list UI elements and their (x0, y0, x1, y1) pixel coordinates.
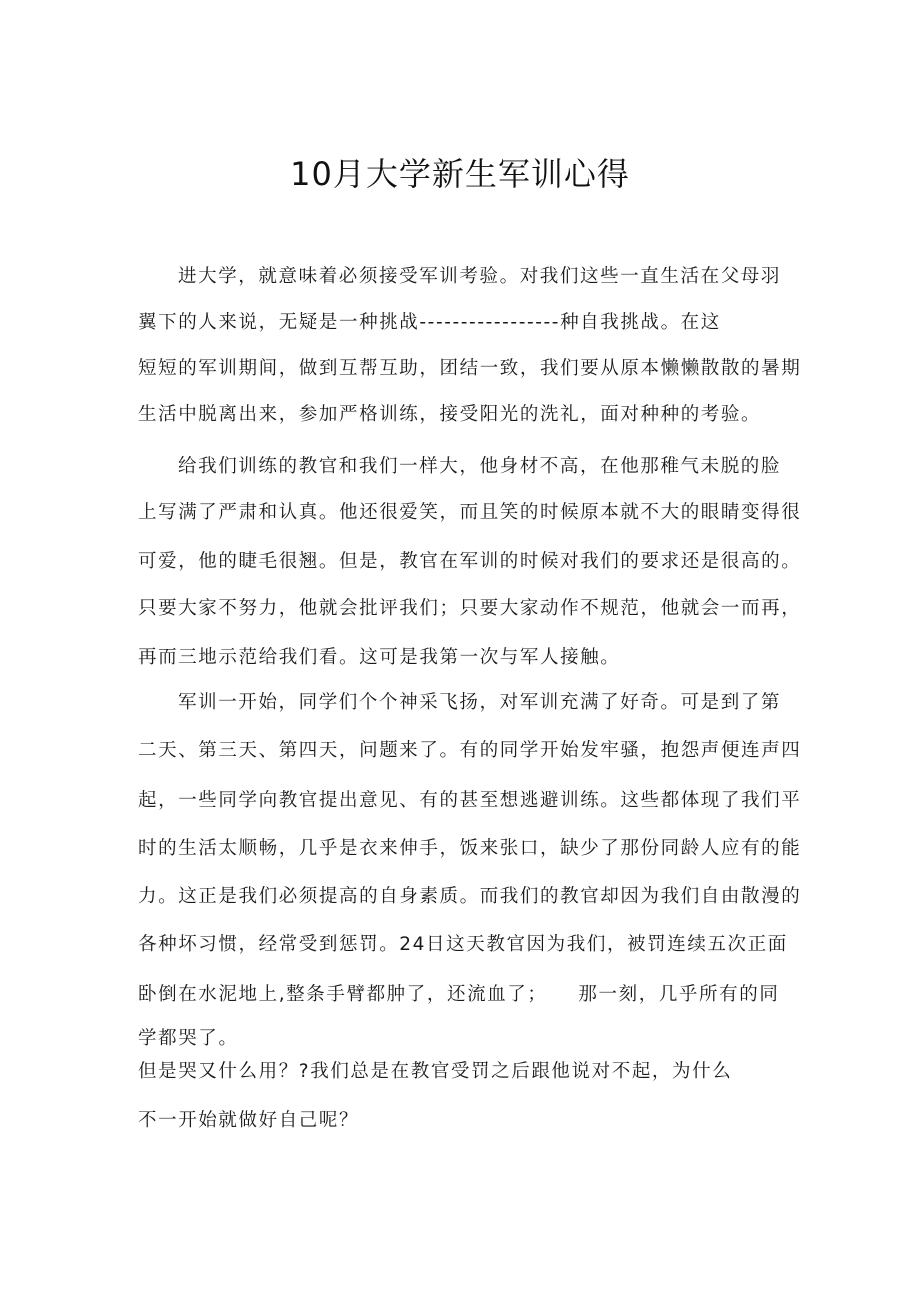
paragraph-line: 卧倒在水泥地上,整条手臂都肿了，还流血了； 那一刻，几乎所有的同 (138, 984, 780, 1005)
paragraph-line: 进大学，就意味着必须接受军训考验。对我们这些一直生活在父母羽 (178, 266, 782, 287)
paragraph-line: 起，一些同学向教官提出意见、有的甚至想逃避训练。这些都体现了我们平 (138, 790, 802, 811)
paragraph-line: 上写满了严肃和认真。他还很爱笑，而且笑的时候原本就不大的眼睛变得很 (138, 502, 802, 523)
paragraph-line: 时的生活太顺畅，几乎是衣来伸手，饭来张口，缺少了那份同龄人应有的能 (138, 838, 802, 859)
paragraph-line: 力。这正是我们必须提高的自身素质。而我们的教官却因为我们自由散漫的 (138, 886, 802, 907)
paragraph-line: 生活中脱离出来，参加严格训练，接受阳光的洗礼，面对种种的考验。 (138, 404, 762, 425)
paragraph-line: 再而三地示范给我们看。这可是我第一次与军人接触。 (138, 647, 621, 668)
paragraph-line: 各种坏习惯，经常受到惩罚。24日这天教官因为我们，被罚连续五次正面 (138, 934, 788, 955)
paragraph-line: 可爱，他的睫毛很翘。但是，教官在军训的时候对我们的要求还是很高的。 (138, 551, 802, 572)
paragraph-line: 但是哭又什么用？?我们总是在教官受罚之后跟他说对不起，为什么 (138, 1061, 733, 1082)
paragraph-line: 只要大家不努力，他就会批评我们；只要大家动作不规范，他就会一而再， (138, 598, 802, 619)
paragraph-line: 学都哭了。 (138, 1028, 239, 1049)
paragraph-line: 短短的军训期间，做到互帮互助，团结一致，我们要从原本懒懒散散的暑期 (138, 358, 802, 379)
paragraph-line: 不一开始就做好自己呢？ (138, 1110, 360, 1131)
paragraph-line: 军训一开始，同学们个个神采飞扬，对军训充满了好奇。可是到了第 (178, 692, 782, 713)
paragraph-line: 二天、第三天、第四天，问题来了。有的同学开始发牢骚，抱怨声便连声四 (138, 740, 802, 761)
paragraph-line: 给我们训练的教官和我们一样大，他身材不高，在他那稚气未脱的脸 (178, 456, 782, 477)
paragraph-line: 翼下的人来说，无疑是一种挑战-----------------种自我挑战。在这 (138, 312, 721, 333)
document-title: 10月大学新生军训心得 (290, 155, 630, 193)
